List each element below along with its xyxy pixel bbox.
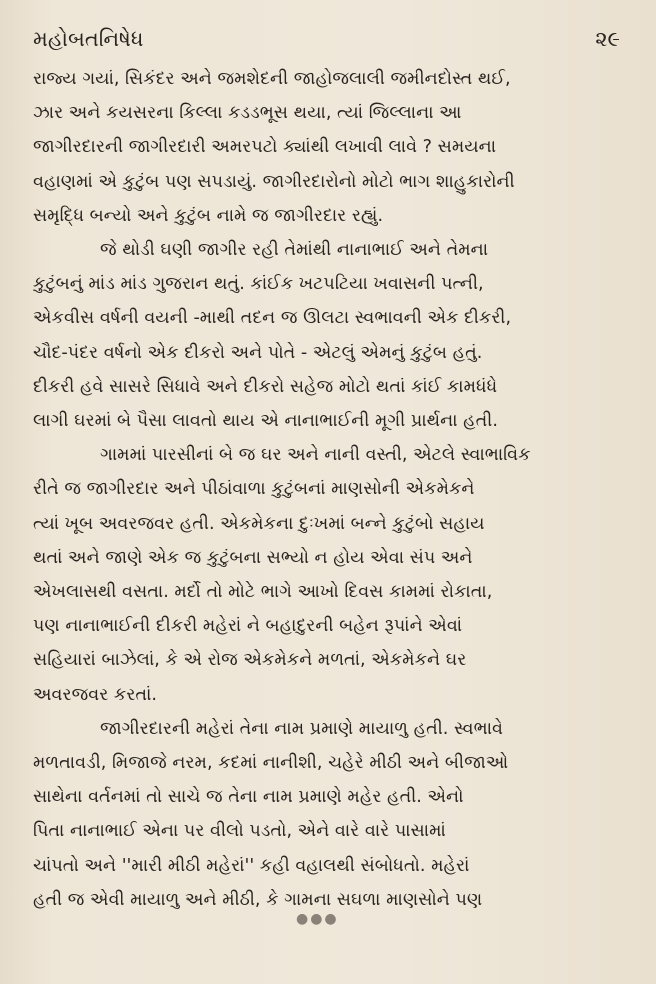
text-line: ચાંપતો અને ''મારી મીઠી મહેરાં'' કહી વહાલથી સંબોધતો. મહેરાં [33, 855, 470, 876]
body-text [33, 62, 616, 917]
text-line: સાથેના વર્તનમાં તો સાચે જ તેના નામ પ્રમાણે મહેર હતી. એનો [33, 787, 464, 808]
text-line: જાગીરદારની મહેરાં તેના નામ પ્રમાણે માયાળુ હતી. સ્વભાવે [100, 718, 503, 739]
text-line: ત્યાં ખૂબ અવરજવર હતી. એકમેકના દુઃખમાં બન્ને કુટુંબો સહાય [33, 513, 485, 534]
chapter-title: મહોબતનિષેધ [33, 26, 144, 51]
text-line: પિતા નાનાભાઈ એના પર વીલો પડતો, એને વારે વારે પાસામાં [33, 821, 446, 842]
text-line: થતાં અને જાણે એક જ કુટુંબના સભ્યો ન હોય એવા સંપ અને [33, 547, 473, 568]
text-line: મળતાવડી, મિજાજે નરમ, કદમાં નાનીશી, ચહેરે મીઠી અને બીજાઓ [33, 753, 509, 774]
text-line: સમૃદ્ધિ બન્યો અને કુટુંબ નામે જ જાગીરદાર રહ્યું. [33, 205, 384, 226]
page-number: ૨૯ [595, 26, 620, 51]
text-line: ગામમાં પારસીનાં બે જ ઘર અને નાની વસ્તી, એટલે સ્વાભાવિક [100, 445, 531, 466]
text-line: રાજ્ય ગયાં, સિકંદર અને જમશેદની જાહોજલાલી જમીનદોસ્ત થઈ, [33, 69, 511, 89]
text-line: અવરજવર કરતાં. [33, 684, 157, 705]
text-line: ઝાર અને કયસરના કિલ્લા કડડભૂસ થયા, ત્યાં જિલ્લાના આ [33, 103, 462, 124]
text-line: વહાણમાં એ કુટુંબ પણ સપડાયું. જાગીરદારોનો મોટો ભાગ શાહુકારોની [33, 171, 515, 192]
text-line: કુટુંબનું માંડ માંડ ગુજરાન થતું. કાંઈક ખટપટિયા ખવાસની પત્ની, [33, 274, 484, 295]
text-line: જાગીરદારની જાગીરદારી અમરપટો ક્યાંથી લખાવી લાવે ? સમયના [33, 137, 497, 158]
text-line: લાગી ઘરમાં બે પૈસા લાવતો થાય એ નાનાભાઈની મૂગી પ્રાર્થના હતી. [33, 411, 498, 432]
text-line: હતી જ એવી માયાળુ અને મીઠી, કે ગામના સઘળા માણસોને પણ [33, 889, 483, 910]
text-line: સહિયારાં બાઝેલાં, કે એ રોજ એકમેકને મળતાં, એકમેકને ઘર [33, 650, 467, 671]
text-line: રીતે જ જાગીરદાર અને પીઠાંવાળા કુટુંબનાં માણસોની એકમેકને [33, 479, 475, 500]
running-header [33, 22, 620, 56]
text-line: જે થોડી ઘણી જાગીર રહી તેમાંથી નાનાભાઈ અને તેમના [100, 240, 489, 261]
text-line: એખલાસથી વસતા. મર્દો તો મોટે ભાગે આખો દિવસ કામમાં રોકાતા, [33, 582, 493, 603]
text-line: એકવીસ વર્ષની વયની -માથી તદન જ ઊલટા સ્વભાવની એક દીકરી, [33, 308, 512, 329]
page-ornament: ●●● [296, 911, 339, 927]
text-line: દીકરી હવે સાસરે સિધાવે અને દીકરો સહેજ મોટો થતાં કાંઈ કામધંધે [33, 376, 498, 397]
text-line: પણ નાનાભાઈની દીકરી મહેરાં ને બહાદુરની બહેન રૂપાંને એવાં [33, 616, 463, 637]
text-line: ચૌદ-પંદર વર્ષનો એક દીકરો અને પોતે - એટલું એમનું કુટુંબ હતું. [33, 342, 483, 363]
